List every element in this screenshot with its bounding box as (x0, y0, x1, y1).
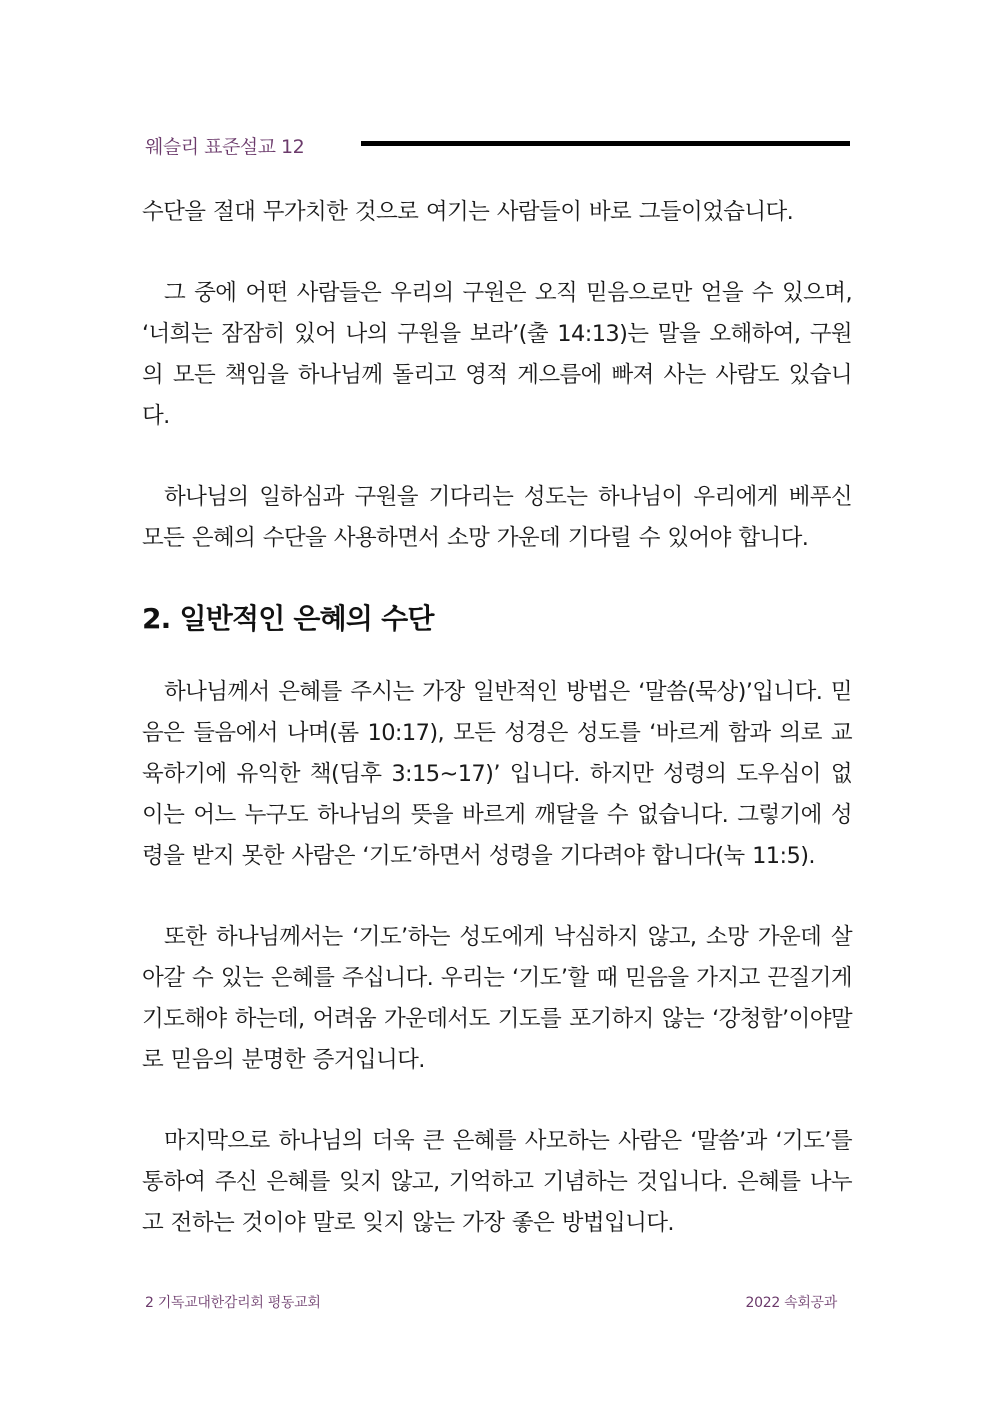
paragraph-2: 그 중에 어떤 사람들은 우리의 구원은 오직 믿음으로만 얻을 수 있으며, ‘너희는 잠잠히 있어 나의 구원을 보라’(출 14:13)는 말을 오해하여, 구원의 모든 책임을 하나님께 돌리고 영적 게으름에 빠져 사는 사람도 있습니다. (142, 280, 852, 429)
page-header (145, 130, 850, 160)
header-title: 웨슬리 표준설교 12 (145, 136, 305, 158)
header-rule (361, 141, 850, 146)
paragraph-1: 수단을 절대 무가치한 것으로 여기는 사람들이 바로 그들이었습니다. (142, 199, 794, 225)
page-content (142, 192, 852, 1284)
footer-right: 2022 속회공과 (745, 1295, 837, 1311)
paragraph-6: 마지막으로 하나님의 더욱 큰 은혜를 사모하는 사람은 ‘말씀’과 ‘기도’를 통하여 주신 은혜를 잊지 않고, 기억하고 기념하는 것입니다. 은혜를 나누고 전하는 것이야 말로 잊지 않는 가장 좋은 방법입니다. (142, 1128, 852, 1236)
paragraph-3: 하나님의 일하심과 구원을 기다리는 성도는 하나님이 우리에게 베푸신 모든 은혜의 수단을 사용하면서 소망 가운데 기다릴 수 있어야 합니다. (142, 484, 852, 551)
footer-left: 2 기독교대한감리회 평동교회 (145, 1295, 321, 1311)
paragraph-5: 또한 하나님께서는 ‘기도’하는 성도에게 낙심하지 않고, 소망 가운데 살아갈 수 있는 은혜를 주십니다. 우리는 ‘기도’할 때 믿음을 가지고 끈질기게 기도해야 하는데, 어려움 가운데서도 기도를 포기하지 않는 ‘강청함’이야말로 믿음의 분명한 증거입니다. (142, 924, 852, 1073)
paragraph-4: 하나님께서 은혜를 주시는 가장 일반적인 방법은 ‘말씀(묵상)’입니다. 믿음은 들음에서 나며(롬 10:17), 모든 성경은 성도를 ‘바르게 함과 의로 교육하기에 유익한 책(딤후 3:15~17)’ 입니다. 하지만 성령의 도우심이 없이는 어느 누구도 하나님의 뜻을 바르게 깨달을 수 없습니다. 그렇기에 성령을 받지 못한 사람은 ‘기도’하면서 성령을 기다려야 합니다(눅 11:5). (142, 679, 852, 869)
section-heading: 2. 일반적인 은혜의 수단 (142, 602, 434, 635)
